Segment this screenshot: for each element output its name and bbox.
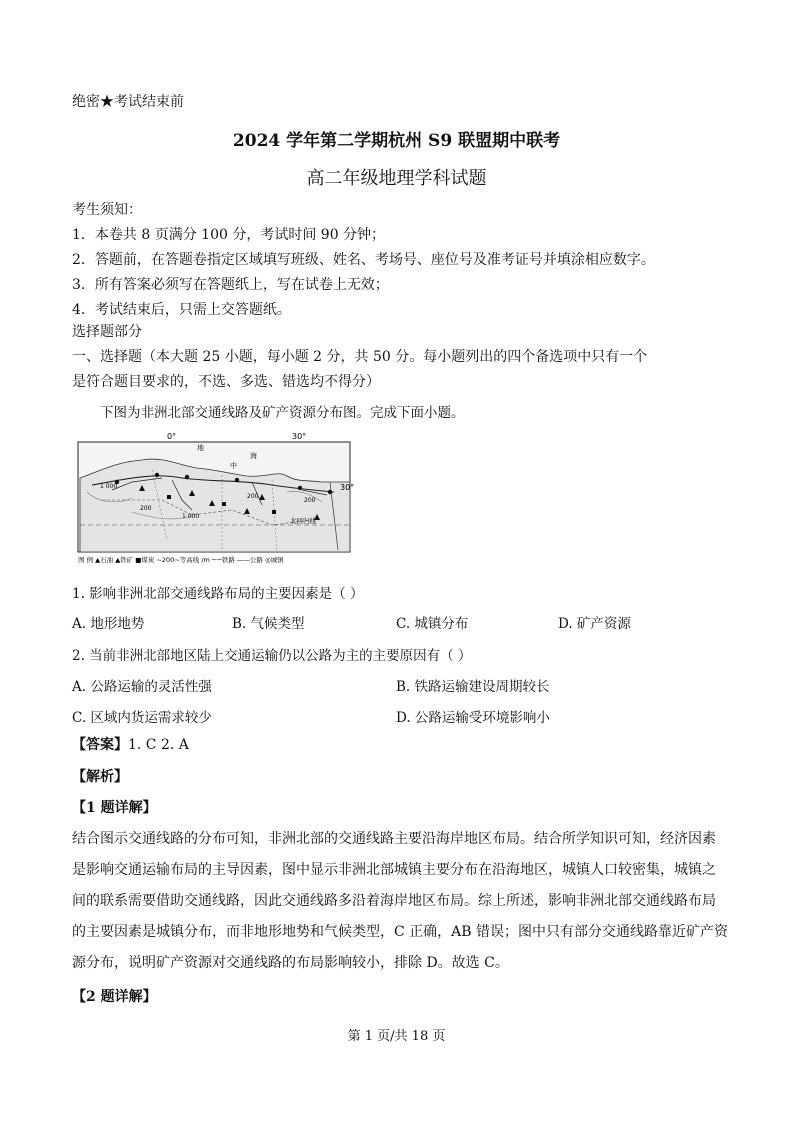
analysis-line: 源分布，说明矿产资源对交通线路的布局影响较小，排除 D。故选 C。 xyxy=(72,955,509,971)
answer-value: 1. C 2. A xyxy=(128,737,189,753)
analysis-label: 【解析】 xyxy=(72,769,128,785)
option-b: B. 气候类型 xyxy=(232,616,305,632)
option-c: C. 城镇分布 xyxy=(396,616,469,632)
map-place: 地 xyxy=(197,444,204,452)
north-africa-map xyxy=(72,430,362,566)
analysis-line: 的主要因素是城镇分布，而非地形地势和气候类型，C 正确，AB 错误；图中只有部分交通线路靠近矿产资 xyxy=(72,924,729,940)
analysis-line: 结合图示交通线路的分布可知，非洲北部的交通线路主要沿海岸地区布局。结合所学知识可知，经济因素 xyxy=(72,831,716,847)
exam-subtitle: 高二年级地理学科试题 xyxy=(306,168,487,189)
option-c: C. 区域内货运需求较少 xyxy=(72,710,212,726)
notice-heading: 考生须知： xyxy=(72,202,142,218)
map-legend: 图 例 ▲石油 ▲铁矿 ■煤炭 ~200~等高线 /m ─·─铁路 ——公路 ◎城镇 xyxy=(78,556,284,564)
page-footer: 第 1 页/共 18 页 xyxy=(347,1029,446,1044)
map-place: 海 xyxy=(250,452,257,460)
notice-item: 3．所有答案必须写在答题纸上，写在试卷上无效； xyxy=(72,277,389,293)
map-contour-label: 200 xyxy=(140,505,152,512)
secret-label: 绝密★考试结束前 xyxy=(72,94,184,110)
map-contour-label: 1 000 xyxy=(100,483,118,490)
notice-item: 2．答题前，在答题卷指定区域填写班级、姓名、考场号、座位号及准考证号并填涂相应数字。 xyxy=(72,252,655,268)
exam-title: 2024 学年第二学期杭州 S9 联盟期中联考 xyxy=(232,131,561,151)
map-tropic-label: 北回归线 xyxy=(290,517,316,525)
map-lon-label: 0° xyxy=(167,432,177,441)
map-place: 中 xyxy=(230,462,237,470)
section-heading: 一、选择题（本大题 25 小题，每小题 2 分，共 50 分。每小题列出的四个备选项中只有一个 xyxy=(72,349,648,365)
detail-1-label: 【1 题详解】 xyxy=(72,800,157,816)
notice-item: 1．本卷共 8 页满分 100 分，考试时间 90 分钟； xyxy=(72,227,386,243)
map-contour-label: 1 000 xyxy=(182,513,200,520)
map-lon-label: 30° xyxy=(292,432,307,441)
analysis-line: 是影响交通运输布局的主导因素，图中显示非洲北部城镇主要分布在沿海地区，城镇人口较密集，城镇之 xyxy=(72,862,716,878)
section-heading-cont: 是符合题目要求的，不选、多选、错选均不得分） xyxy=(72,374,380,390)
map-contour-label: 200 xyxy=(304,497,316,504)
option-a: A. 地形地势 xyxy=(72,616,145,632)
map-contour-label: 200 xyxy=(247,493,259,500)
analysis-line: 间的联系需要借助交通线路，因此交通线路多沿着海岸地区布局。综上所述，影响非洲北部交通线路布局 xyxy=(72,893,716,909)
option-d: D. 公路运输受环境影响小 xyxy=(396,710,550,726)
answer-line xyxy=(72,734,189,754)
answer-label: 【答案】 xyxy=(72,737,128,753)
option-b: B. 铁路运输建设周期较长 xyxy=(396,679,550,695)
option-a: A. 公路运输的灵活性强 xyxy=(72,679,212,695)
notice-item: 4．考试结束后，只需上交答题纸。 xyxy=(72,302,291,318)
map-lat-label: 30° xyxy=(340,483,355,492)
section-label: 选择题部分 xyxy=(72,324,142,340)
question-intro: 下图为非洲北部交通线路及矿产资源分布图。完成下面小题。 xyxy=(100,405,465,421)
detail-2-label: 【2 题详解】 xyxy=(72,989,157,1005)
question-stem: 2. 当前非洲北部地区陆上交通运输仍以公路为主的主要原因有（ ） xyxy=(72,648,472,664)
question-stem: 1. 影响非洲北部交通线路布局的主要因素是（ ） xyxy=(72,586,364,602)
option-d: D. 矿产资源 xyxy=(558,616,631,632)
